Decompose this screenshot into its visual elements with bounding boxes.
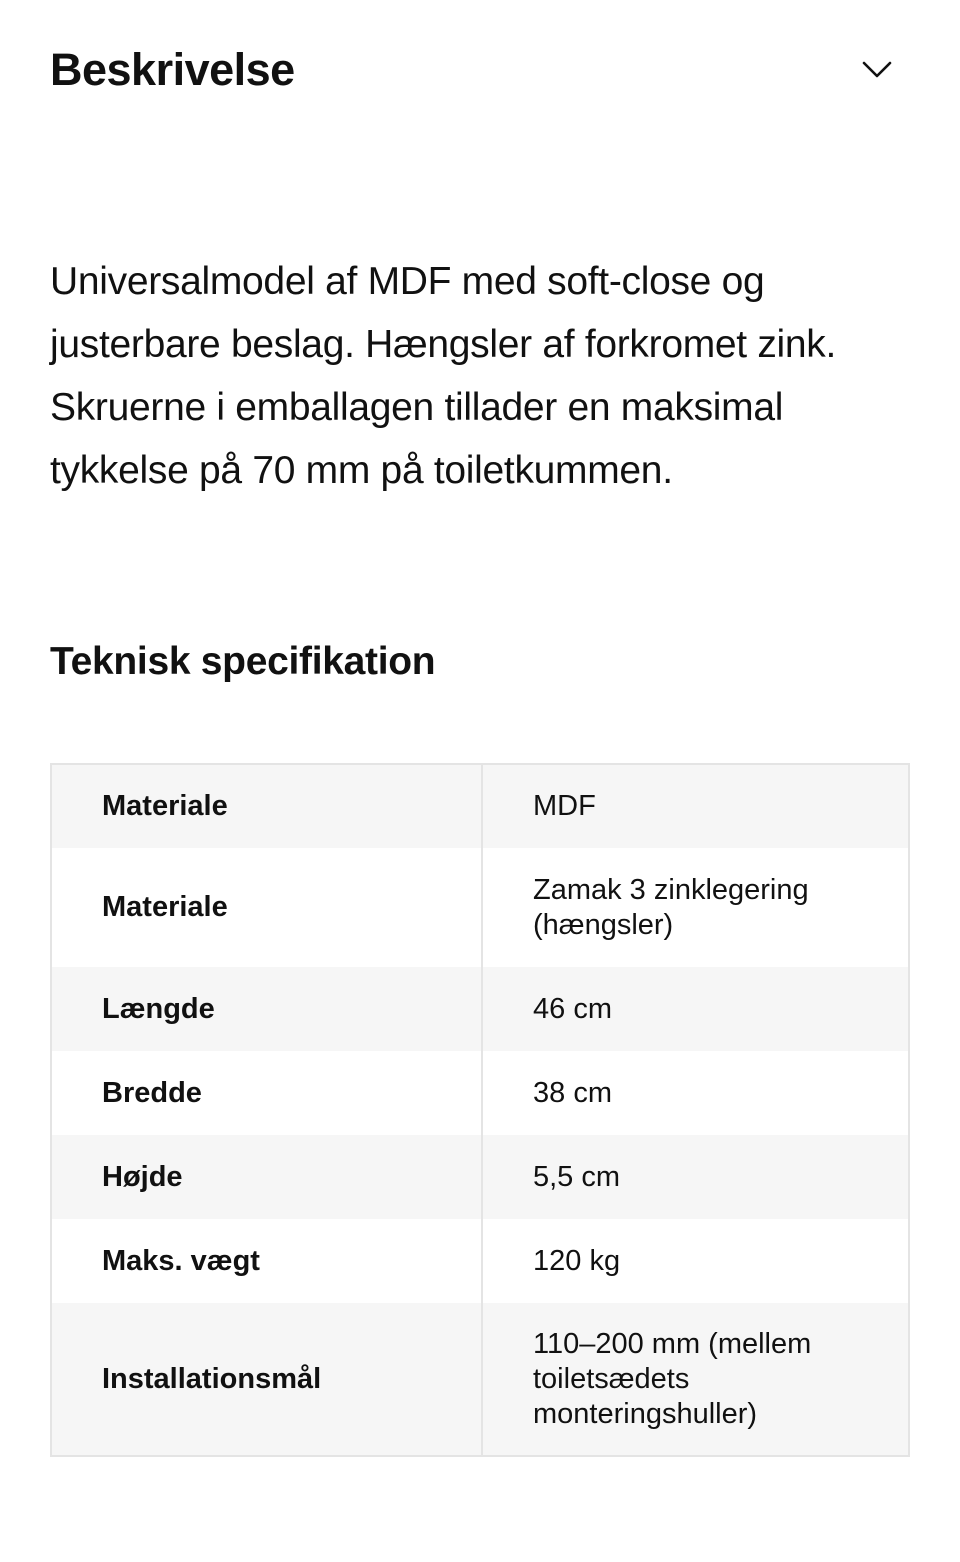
- spec-label: Bredde: [51, 1051, 482, 1135]
- spec-value: 110–200 mm (mellem toiletsædets monteringshuller): [482, 1303, 909, 1456]
- product-description: Universalmodel af MDF med soft-close og justerbare beslag. Hængsler af forkromet zink. Skruerne i emballagen tillader en maksimal tykkelse på 70 mm på toiletkummen.: [50, 260, 837, 492]
- spec-row-width: [51, 1051, 909, 1135]
- spec-row-max-weight: [51, 1219, 909, 1303]
- spec-value: 5,5 cm: [482, 1135, 909, 1219]
- spec-label: Installationsmål: [51, 1303, 482, 1456]
- spec-value: 38 cm: [482, 1051, 909, 1135]
- spec-label: Maks. vægt: [51, 1219, 482, 1303]
- spec-row-height: [51, 1135, 909, 1219]
- spec-row-materiale-hinges: [51, 848, 909, 967]
- spec-value: MDF: [482, 764, 909, 848]
- spec-section-title: Teknisk specifikation: [50, 640, 436, 683]
- spec-row-installation: [51, 1303, 909, 1456]
- spec-label: Materiale: [51, 764, 482, 848]
- accordion-title: Beskrivelse: [50, 44, 295, 95]
- spec-label: Højde: [51, 1135, 482, 1219]
- spec-row-length: [51, 967, 909, 1051]
- spec-table: [50, 763, 910, 1457]
- spec-row-materiale: [51, 764, 909, 848]
- spec-value: 120 kg: [482, 1219, 909, 1303]
- spec-value: 46 cm: [482, 967, 909, 1051]
- spec-label: Materiale: [51, 848, 482, 967]
- spec-label: Længde: [51, 967, 482, 1051]
- spec-value: Zamak 3 zinklegering (hængsler): [482, 848, 909, 967]
- description-accordion-header[interactable]: [50, 38, 910, 102]
- chevron-down-icon[interactable]: [860, 53, 894, 87]
